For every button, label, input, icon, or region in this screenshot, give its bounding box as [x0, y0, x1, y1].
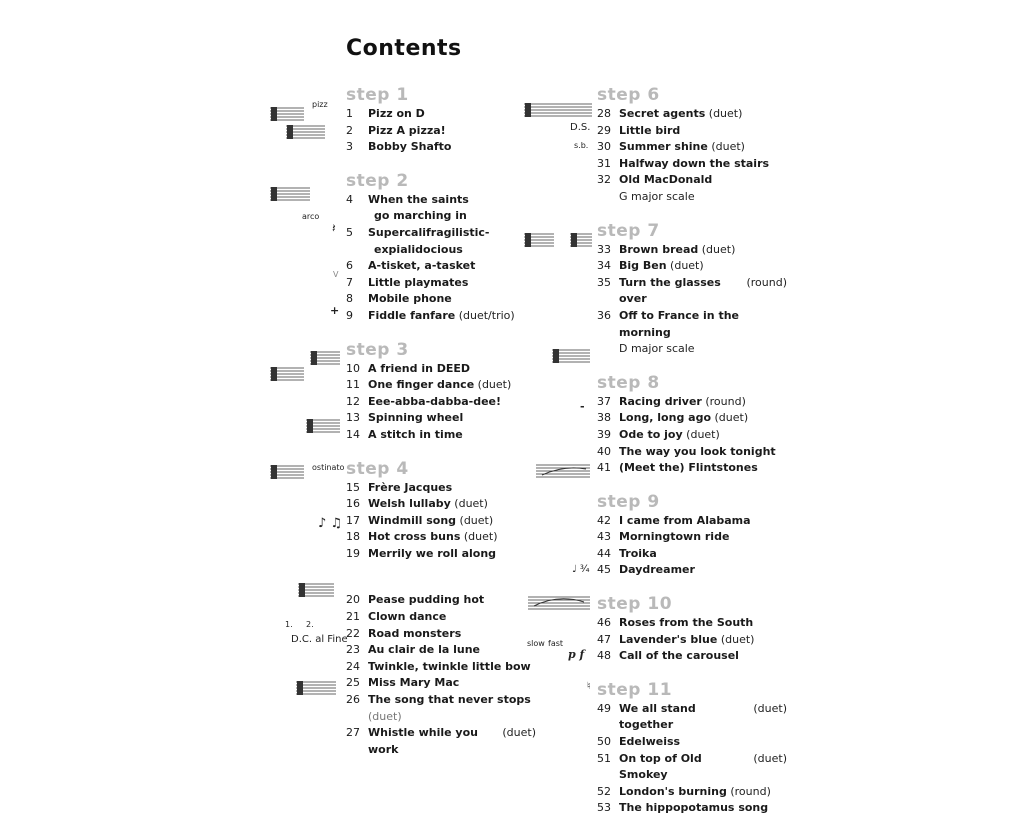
entry-number: 9	[346, 308, 353, 322]
contents-entry	[346, 258, 536, 275]
contents-entry	[597, 258, 787, 275]
contents-entry	[346, 529, 536, 546]
entry-title: Fiddle fanfare	[368, 308, 456, 322]
entry-number: 23	[346, 643, 360, 657]
entry-number: 11	[346, 378, 360, 392]
entry-number: 12	[346, 394, 360, 408]
section-spacer	[346, 156, 536, 170]
entry-title: Pizz on D	[368, 107, 425, 120]
contents-entry	[346, 106, 536, 123]
entry-number: 31	[597, 156, 611, 170]
entry-number: 47	[597, 632, 611, 646]
entry-title: Turn the glasses over	[619, 275, 721, 306]
entry-note: (duet)	[368, 709, 402, 723]
entry-number: 34	[597, 259, 611, 273]
entry-number: 41	[597, 461, 611, 475]
contents-entry	[346, 626, 536, 643]
staff-snippet-icon	[552, 348, 592, 366]
note-time-icon: ♩ ¾	[572, 564, 590, 575]
entry-note: (duet)	[701, 242, 736, 256]
entry-number: 17	[346, 513, 360, 527]
contents-entry	[346, 192, 536, 209]
entry-number: 42	[597, 513, 611, 527]
section-spacer	[346, 562, 536, 592]
staff-snippet-icon	[270, 104, 340, 140]
scale-label: G major scale	[619, 189, 695, 203]
plus-mark: +	[330, 304, 340, 317]
entry-number: 3	[346, 140, 353, 154]
contents-entry	[597, 648, 787, 665]
contents-entry	[597, 156, 787, 173]
entry-title: Halfway down the stairs	[619, 156, 770, 170]
contents-entry	[346, 427, 536, 444]
entry-title: Bobby Shafto	[368, 140, 452, 154]
contents-entry	[346, 592, 536, 609]
entry-title: Daydreamer	[619, 563, 695, 577]
entry-title: Spinning wheel	[368, 411, 464, 425]
entry-title: Au clair de la lune	[368, 643, 480, 657]
contents-entry	[597, 562, 787, 579]
staff-snippet-icon	[270, 464, 310, 482]
entry-number: 28	[597, 107, 611, 120]
staff-snippet-icon	[306, 418, 342, 436]
entry-title: Little bird	[619, 123, 681, 137]
contents-entry	[597, 632, 787, 649]
entry-title: Twinkle, twinkle little bow	[368, 659, 531, 673]
entry-title: Clown dance	[368, 610, 447, 624]
entry-number: 45	[597, 563, 611, 577]
entry-title: Whistle while you work	[368, 726, 478, 756]
entry-title: A-tisket, a-tasket	[368, 259, 476, 273]
entry-number: 19	[346, 546, 360, 560]
section-spacer	[597, 206, 787, 220]
entry-note: (duet)	[708, 107, 743, 120]
contents-entry	[597, 394, 787, 411]
contents-section	[346, 84, 536, 156]
contents-entry	[597, 800, 787, 817]
entry-note: (round)	[705, 394, 746, 408]
contents-section	[597, 579, 787, 665]
entry-note: (round)	[746, 275, 787, 289]
fast-mark: fast	[548, 639, 564, 648]
contents-section	[346, 444, 536, 563]
contents-entry	[597, 139, 787, 156]
left-column	[346, 84, 536, 758]
contents-section	[346, 156, 536, 325]
entry-number: 26	[346, 693, 360, 707]
entry-title: Roses from the South	[619, 616, 754, 630]
step-heading: step 9	[597, 491, 660, 512]
contents-entry	[346, 725, 536, 758]
staff-snippet-icon	[524, 102, 594, 120]
entry-number: 38	[597, 411, 611, 425]
entry-title: A stitch in time	[368, 427, 463, 441]
entry-note: (duet)	[454, 497, 488, 511]
entry-title: Supercalifragilistic-	[368, 225, 490, 239]
entry-number: 48	[597, 649, 611, 663]
section-spacer	[597, 579, 787, 593]
step-heading: step 2	[346, 170, 409, 191]
contents-entry	[346, 410, 536, 427]
staff-snippet-icon	[270, 350, 342, 384]
contents-entry	[597, 106, 787, 123]
entry-number: 5	[346, 225, 353, 239]
contents-section	[346, 325, 536, 444]
entry-number: 50	[597, 735, 611, 749]
entry-title: Ode to joy	[619, 427, 683, 441]
entry-title: Morningtown ride	[619, 530, 730, 544]
step-heading: step 1	[346, 85, 409, 105]
entry-note: (duet)	[502, 726, 536, 740]
staff-snippet-icon	[298, 582, 338, 600]
entry-note: (duet)	[720, 632, 755, 646]
contents-entry	[346, 291, 536, 308]
entry-number: 53	[597, 801, 611, 815]
staff-snippet-icon	[536, 463, 592, 481]
contents-entry	[597, 242, 787, 259]
entry-number: 39	[597, 427, 611, 441]
entry-number: 13	[346, 411, 360, 425]
entry-title: Merrily we roll along	[368, 546, 497, 560]
contents-entry	[597, 784, 787, 801]
step-heading: step 8	[597, 372, 660, 393]
contents-entry	[346, 692, 536, 709]
contents-section	[597, 665, 787, 817]
entry-number: 37	[597, 394, 611, 408]
contents-entry	[346, 480, 536, 497]
entry-title: Long, long ago	[619, 411, 711, 425]
entry-number: 30	[597, 140, 611, 154]
contents-entry	[346, 659, 536, 676]
entry-note: (duet)	[714, 411, 749, 425]
staff-snippet-icon	[296, 680, 340, 698]
entry-title: Old MacDonald	[619, 173, 713, 187]
entry-title: Secret agents	[619, 107, 706, 120]
entry-number: 49	[597, 701, 611, 715]
entry-number: 52	[597, 784, 611, 798]
entry-number: 40	[597, 444, 611, 458]
entry-number: 8	[346, 292, 353, 306]
contents-entry	[597, 427, 787, 444]
entry-number: 1	[346, 107, 353, 120]
entry-number: 18	[346, 530, 360, 544]
entry-title: Little playmates	[368, 275, 469, 289]
slow-mark: slow	[527, 639, 545, 648]
contents-entry	[597, 513, 787, 530]
contents-entry	[597, 734, 787, 751]
entry-note: (duet)	[711, 140, 745, 154]
contents-entry	[346, 377, 536, 394]
entry-note: (duet)	[753, 701, 787, 715]
entry-note: (duet/trio)	[458, 308, 515, 322]
entry-title: A friend in DEED	[368, 361, 471, 375]
entry-title: Miss Mary Mac	[368, 676, 460, 690]
contents-entry	[346, 675, 536, 692]
step-heading: step 4	[346, 458, 409, 479]
entry-number: 21	[346, 610, 360, 624]
contents-entry	[346, 496, 536, 513]
entry-number: 6	[346, 259, 353, 273]
contents-entry	[597, 615, 787, 632]
entry-number: 33	[597, 242, 611, 256]
entry-title: On top of Old Smokey	[619, 751, 702, 782]
contents-entry	[346, 225, 536, 242]
right-column	[597, 84, 787, 817]
entry-number: 36	[597, 308, 611, 322]
contents-section	[597, 84, 787, 206]
natural-sign-icon: ♮	[587, 681, 591, 692]
step-heading: step 10	[597, 594, 673, 615]
entry-number: 15	[346, 480, 360, 494]
entry-title: Mobile phone	[368, 292, 452, 306]
entry-number: 46	[597, 616, 611, 630]
scale-label: D major scale	[619, 342, 695, 356]
volta-1-mark: 1.	[285, 620, 293, 629]
contents-entry	[597, 529, 787, 546]
entry-title: Edelweiss	[619, 735, 681, 749]
entry-number: 32	[597, 173, 611, 187]
entry-number: 10	[346, 361, 360, 375]
entry-number: 43	[597, 530, 611, 544]
entry-note: (duet)	[670, 259, 704, 273]
staff-snippet-icon	[524, 232, 594, 250]
entry-number: 44	[597, 546, 611, 560]
contents-section	[597, 358, 787, 477]
crotchet-rest-icon: 𝄽	[332, 221, 336, 235]
quaver-notes-icon: ♪ ♫	[318, 516, 343, 531]
entry-title: Frère Jacques	[368, 480, 453, 494]
entry-number: 22	[346, 626, 360, 640]
section-spacer	[597, 358, 787, 372]
sb-mark: s.b.	[574, 141, 589, 150]
step-heading: step 11	[597, 679, 673, 700]
entry-title: Road monsters	[368, 626, 462, 640]
contents-entry	[346, 546, 536, 563]
contents-entry	[597, 751, 787, 784]
ostinato-mark: ostinato	[312, 463, 345, 472]
entry-number: 35	[597, 275, 611, 289]
contents-entry	[597, 308, 787, 341]
upbow-mark: V	[333, 270, 339, 279]
entry-title: Hot cross buns	[368, 530, 461, 544]
pizz-mark: pizz	[312, 100, 328, 109]
entry-number: 14	[346, 427, 360, 441]
contents-section	[597, 206, 787, 358]
contents-entry	[597, 123, 787, 140]
entry-title: London's burning	[619, 784, 727, 798]
entry-title: Brown bread	[619, 242, 699, 256]
contents-entry	[597, 172, 787, 189]
dash-mark: -	[580, 400, 585, 413]
entry-title: Racing driver	[619, 394, 702, 408]
entry-number: 25	[346, 676, 360, 690]
contents-entry	[597, 546, 787, 563]
entry-title: Windmill song	[368, 513, 457, 527]
entry-number: 16	[346, 497, 360, 511]
entry-title: Call of the carousel	[619, 649, 739, 663]
entry-title: Lavender's blue	[619, 632, 718, 646]
entry-number: 24	[346, 659, 360, 673]
contents-entry	[346, 513, 536, 530]
section-spacer	[346, 325, 536, 339]
entry-title: Troika	[619, 546, 657, 560]
entry-title: Big Ben	[619, 259, 667, 273]
contents-entry	[346, 123, 536, 140]
entry-title: Eee-abba-dabba-dee!	[368, 394, 502, 408]
contents-entry	[346, 394, 536, 411]
spacer	[346, 709, 368, 726]
entry-number: 7	[346, 275, 353, 289]
entry-note: (duet)	[459, 513, 494, 527]
entry-title: One finger dance	[368, 378, 475, 392]
entry-title: Pease pudding hot	[368, 593, 485, 607]
contents-entry	[346, 275, 536, 292]
entry-title: Off to France in the morning	[619, 308, 740, 339]
contents-entry	[597, 444, 787, 461]
volta-2-mark: 2.	[306, 620, 314, 629]
entry-title: The hippopotamus song	[619, 801, 769, 815]
entry-note: (round)	[730, 784, 771, 798]
entry-title: I came from Alabama	[619, 513, 751, 527]
arco-mark: arco	[302, 212, 320, 221]
step-heading: step 6	[597, 85, 660, 105]
entry-title: Welsh lullaby	[368, 497, 451, 511]
contents-entry	[346, 139, 536, 156]
entry-title: When the saints	[368, 192, 469, 206]
entry-note: (duet)	[477, 378, 512, 392]
section-spacer	[346, 444, 536, 458]
contents-entry	[597, 410, 787, 427]
entry-title: Pizz A pizza!	[368, 123, 446, 137]
entry-title-continued: go marching in	[374, 209, 467, 223]
dynamics-mark: p f	[568, 648, 585, 661]
contents-entry	[346, 642, 536, 659]
entry-note-line	[346, 709, 536, 726]
page-title: Contents	[346, 36, 462, 61]
entry-number: 4	[346, 192, 353, 206]
contents-entry	[346, 361, 536, 378]
entry-number: 29	[597, 123, 611, 137]
contents-entry	[597, 460, 787, 477]
entry-title: (Meet the) Flintstones	[619, 461, 758, 475]
entry-title: The song that never stops	[368, 693, 531, 707]
entry-note: (duet)	[463, 530, 498, 544]
dc-al-fine-mark: D.C. al Fine	[291, 634, 348, 645]
step-heading: step 7	[597, 220, 660, 241]
entry-number: 27	[346, 726, 360, 740]
entry-number: 51	[597, 751, 611, 765]
ds-mark: D.S.	[570, 122, 591, 133]
entry-title: Summer shine	[619, 140, 708, 154]
section-spacer	[597, 665, 787, 679]
section-spacer	[597, 477, 787, 491]
contents-section	[346, 562, 536, 758]
entry-note: (duet)	[686, 427, 720, 441]
contents-entry	[597, 701, 787, 734]
entry-title: The way you look tonight	[619, 444, 776, 458]
entry-number: 20	[346, 593, 360, 607]
step-heading: step 3	[346, 339, 409, 360]
staff-snippet-icon	[528, 594, 592, 614]
entry-title: We all stand together	[619, 701, 696, 732]
contents-entry	[346, 609, 536, 626]
entry-title-continued: expialidocious	[374, 242, 463, 256]
entry-number: 2	[346, 123, 353, 137]
entry-note: (duet)	[753, 751, 787, 765]
contents-entry	[346, 308, 536, 325]
contents-section	[597, 477, 787, 579]
staff-snippet-icon	[270, 186, 334, 204]
contents-entry	[597, 275, 787, 308]
